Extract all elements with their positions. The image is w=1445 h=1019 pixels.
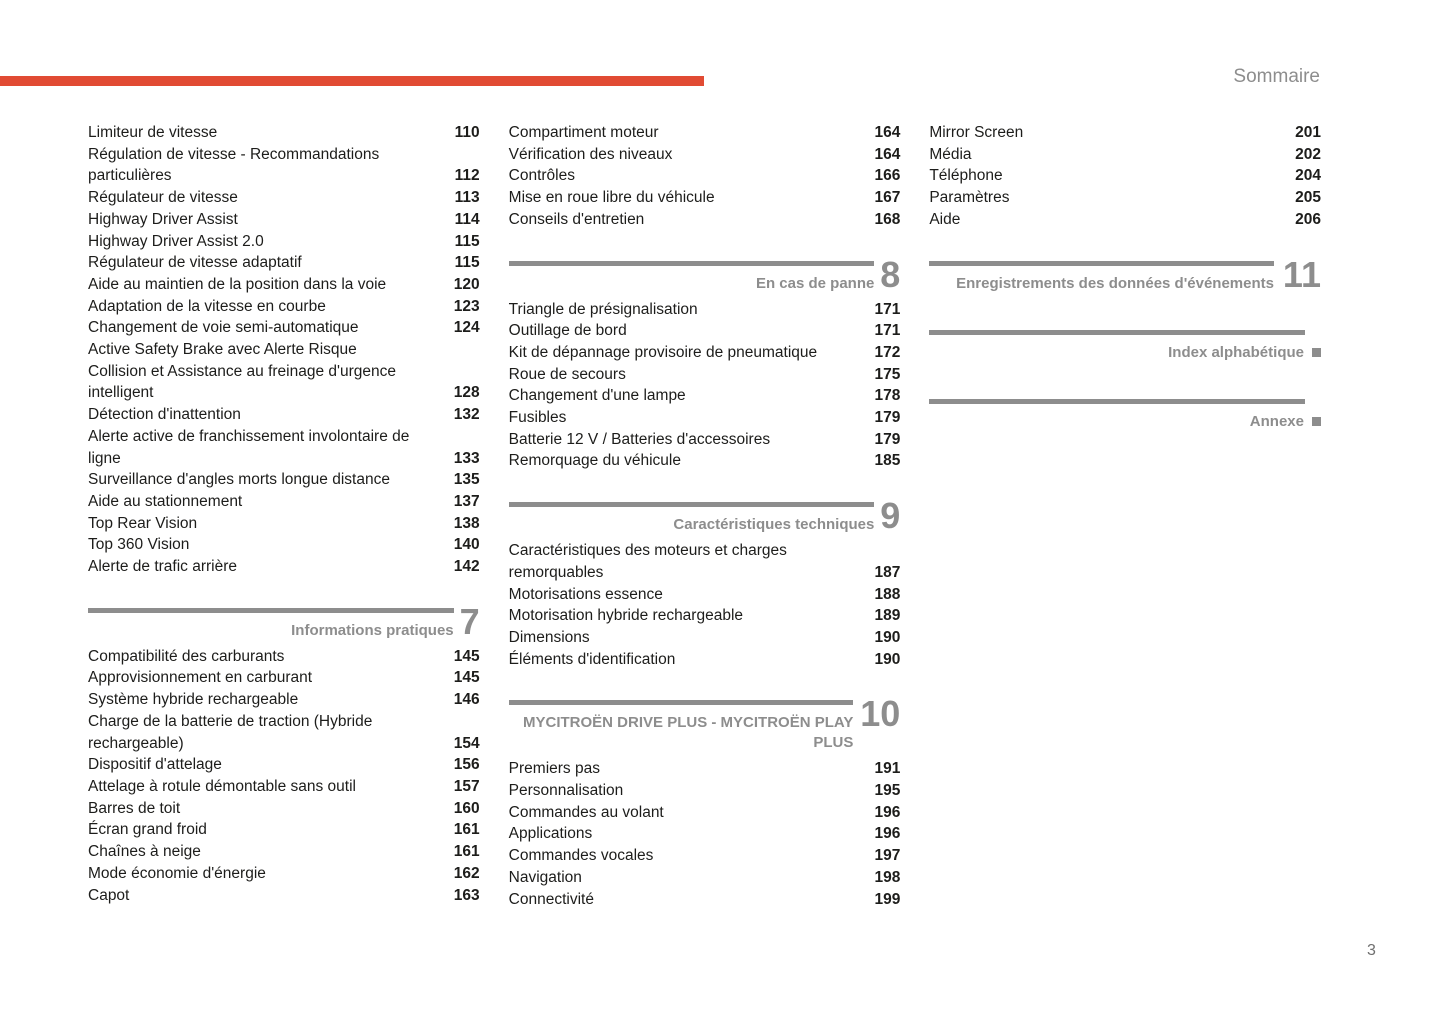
toc-entry-page-number: 179 [874,409,901,427]
toc-entry [509,758,901,780]
toc-entry [509,165,901,187]
toc-entry [509,540,901,583]
toc-entry-page-number: 157 [453,777,480,795]
toc-entry-label: Navigation [508,868,582,886]
toc-entry-label: Personnalisation [508,782,624,800]
toc-entry-page-number: 164 [874,124,901,141]
toc-entry-label: Surveillance d'angles morts longue distance [88,471,390,489]
section-title: En cas de panne [755,274,875,292]
toc-entry-label: Limiteur de vitesse [88,124,218,141]
section-header [88,600,480,642]
toc-entry-page-number: 135 [453,471,480,489]
toc-entry-page-number: 110 [454,124,480,141]
toc-entry [88,885,480,907]
toc-entry-group [88,122,480,578]
toc-entry [509,320,901,342]
toc-entry [88,754,480,776]
toc-entry [509,627,901,649]
toc-entry-page-number: 162 [453,864,480,882]
toc-entry-label: Mode économie d'énergie [88,864,266,882]
toc-entry-page-number: 190 [874,650,901,668]
toc-entry-label: Applications [508,825,593,843]
toc-entry-label: Highway Driver Assist 2.0 [88,232,264,250]
section-header [929,330,1321,363]
toc-entry [509,209,901,231]
toc-entry-page-number: 164 [874,145,901,163]
section-divider-bar [929,330,1305,335]
toc-entry-page-number: 114 [454,210,480,228]
toc-entry-page-number: 161 [453,843,480,861]
toc-entry-label: Premiers pas [508,760,600,778]
toc-entry [509,605,901,627]
toc-entry-page-number: 185 [874,452,901,470]
toc-entry [88,426,480,469]
toc-entry [929,165,1321,187]
toc-entry-label: Régulation de vitesse - Recommandations particulières [88,145,380,185]
toc-entry-page-number: 188 [874,585,901,603]
toc-entry [509,649,901,671]
page-number: 3 [1367,942,1376,959]
toc-entry-page-number: 133 [453,449,480,467]
page-header-title: Sommaire [1233,66,1320,87]
toc-entry [88,556,480,578]
toc-entry-page-number: 198 [874,868,901,886]
toc-entry [88,819,480,841]
toc-entry-page-number: 205 [1295,189,1321,207]
toc-entry-page-number: 137 [453,492,480,510]
toc-entry-label: Caractéristiques des moteurs et charges remorquables [508,542,787,581]
toc-entry-page-number: 202 [1295,145,1321,163]
toc-entry-label: Aide au maintien de la position dans la voie [88,275,387,293]
toc-entry-page-number: 115 [454,254,480,272]
toc-entry-page-number: 160 [453,799,480,817]
toc-entry [88,296,480,318]
toc-entry-page-number: 171 [874,300,901,318]
toc-entry-label: Téléphone [929,167,1003,185]
section-number: 10 [860,693,901,735]
toc-entry-label: Alerte active de franchissement involontaire de ligne [88,427,410,467]
toc-entry-label: Roue de secours [508,365,626,383]
toc-entry-page-number: 199 [874,890,901,908]
toc-entry [88,667,480,689]
toc-entry [88,274,480,296]
section-number: 9 [880,495,901,537]
toc-entry-group [509,299,901,473]
toc-entry-page-number: 196 [874,803,901,821]
accent-bar [0,76,704,86]
section-header [509,495,901,537]
section-title: Caractéristiques techniques [673,516,875,534]
section-title: MYCITROËN DRIVE PLUS - MYCITROËN PLAY PLUS [523,714,854,752]
toc-entry-page-number: 146 [453,691,480,709]
toc-entry-label: Vérification des niveaux [508,145,673,163]
toc-entry-label: Remorquage du véhicule [508,452,681,470]
toc-entry-page-number: 187 [874,563,901,581]
section-header [509,253,901,295]
toc-entry-label: Dispositif d'attelage [88,756,222,774]
toc-entry [509,584,901,606]
toc-entry [509,780,901,802]
toc-entry [509,407,901,429]
toc-entry-group [509,540,901,670]
toc-entry [88,863,480,885]
toc-entry-label: Éléments d'identification [508,650,676,668]
section-title: Enregistrements des données d'événements [956,274,1274,292]
toc-entry-label: Chaînes à neige [88,843,201,861]
toc-entry-label: Top Rear Vision [88,514,198,532]
toc-entry-page-number: 145 [453,669,480,687]
section-divider-bar [88,608,454,613]
toc-entry-label: Régulateur de vitesse [88,189,238,207]
toc-entry [509,364,901,386]
toc-entry-page-number: 128 [453,384,480,402]
toc-entry [509,823,901,845]
toc-entry-label: Highway Driver Assist [88,210,238,228]
toc-column-1 [88,122,480,906]
toc-entry [929,209,1321,231]
section-divider-bar [929,399,1305,404]
toc-entry-group [509,122,901,231]
toc-entry-label: Capot [88,886,130,904]
toc-entry-label: Attelage à rotule démontable sans outil [88,777,356,795]
toc-entry-label: Alerte de trafic arrière [88,558,238,576]
toc-entry [88,404,480,426]
toc-entry-label: Aide [929,210,961,228]
square-bullet-icon [1312,348,1321,357]
toc-entry-label: Régulateur de vitesse adaptatif [88,254,302,272]
toc-entry-page-number: 178 [874,387,901,405]
toc-column-3 [929,122,1321,437]
toc-entry-page-number: 175 [874,365,901,383]
toc-entry-page-number: 138 [453,514,480,532]
toc-entry [88,122,480,144]
toc-entry-page-number: 132 [453,406,480,424]
toc-entry-group [929,122,1321,231]
toc-entry-label: Connectivité [508,890,594,908]
toc-entry-page-number: 196 [874,825,901,843]
section-title: Informations pratiques [291,621,454,639]
toc-entry-page-number: 167 [874,189,901,207]
section-header [509,693,901,753]
toc-entry-label: Écran grand froid [88,821,207,839]
toc-entry-page-number: 123 [453,297,480,315]
toc-entry [88,491,480,513]
toc-content [88,122,1321,910]
square-bullet-icon [1312,417,1321,426]
toc-entry-page-number: 172 [874,343,901,361]
toc-entry [88,776,480,798]
toc-entry [88,534,480,556]
toc-entry-label: Mirror Screen [929,124,1024,141]
toc-entry-group [509,758,901,910]
toc-entry [88,317,480,339]
toc-entry [88,646,480,668]
toc-entry-label: Aide au stationnement [88,492,243,510]
toc-entry-label: Système hybride rechargeable [88,691,299,709]
toc-entry-label: Média [929,145,972,163]
section-number: 11 [1282,253,1321,295]
toc-entry-page-number: 195 [874,782,901,800]
toc-entry-page-number: 161 [453,821,480,839]
section-title: Index alphabétique [929,343,1321,363]
toc-entry [88,711,480,754]
toc-entry-label: Compatibilité des carburants [88,647,285,665]
toc-entry [509,299,901,321]
toc-entry-label: Batterie 12 V / Batteries d'accessoires [508,430,771,448]
toc-entry-page-number: 189 [874,607,901,625]
toc-entry [509,845,901,867]
toc-column-2 [509,122,901,910]
section-title: Annexe [929,412,1321,432]
toc-entry-page-number: 115 [454,232,480,250]
section-number: 8 [880,253,901,295]
toc-entry-label: Motorisations essence [508,585,663,603]
toc-entry-page-number: 163 [453,886,480,904]
toc-entry [88,209,480,231]
toc-entry-page-number: 197 [874,847,901,865]
toc-entry [509,144,901,166]
toc-entry-label: Détection d'inattention [88,406,241,424]
toc-entry-label: Commandes au volant [508,803,664,821]
toc-entry [88,469,480,491]
toc-entry-page-number: 124 [453,319,480,337]
toc-entry-label: Outillage de bord [508,322,627,340]
toc-entry-page-number: 145 [453,647,480,665]
toc-entry-label: Changement d'une lampe [508,387,686,405]
toc-entry-label: Fusibles [508,409,567,427]
toc-entry-page-number: 201 [1295,124,1321,141]
section-divider-bar [509,261,875,266]
toc-entry-page-number: 206 [1295,210,1321,228]
toc-entry [509,889,901,911]
toc-entry [88,841,480,863]
section-divider-bar [509,502,875,507]
toc-entry [509,867,901,889]
section-number: 7 [459,600,480,642]
toc-entry-label: Conseils d'entretien [508,210,645,228]
toc-entry-label: Changement de voie semi-automatique [88,319,359,337]
section-divider-bar [929,261,1274,266]
toc-entry-page-number: 166 [874,167,901,185]
toc-entry-page-number: 113 [454,189,480,207]
section-header [929,399,1321,432]
toc-entry [509,385,901,407]
toc-entry-label: Adaptation de la vitesse en courbe [88,297,326,315]
toc-entry [509,802,901,824]
toc-entry-page-number: 156 [453,756,480,774]
toc-entry [88,187,480,209]
toc-entry-group [88,646,480,906]
toc-entry [509,450,901,472]
toc-entry-label: Commandes vocales [508,847,654,865]
toc-entry-label: Charge de la batterie de traction (Hybride rechargeable) [88,712,373,752]
toc-entry-page-number: 112 [454,167,480,185]
toc-entry-page-number: 142 [453,558,480,576]
toc-entry-label: Motorisation hybride rechargeable [508,607,744,625]
toc-entry-label: Approvisionnement en carburant [88,669,313,687]
toc-entry-label: Top 360 Vision [88,536,190,554]
section-divider-bar [509,700,854,705]
toc-entry [509,429,901,451]
toc-entry-label: Mise en roue libre du véhicule [508,189,715,207]
toc-entry [88,513,480,535]
toc-entry-label: Triangle de présignalisation [508,300,698,318]
toc-entry-label: Paramètres [929,189,1010,207]
toc-entry-label: Barres de toit [88,799,181,817]
section-header [929,253,1321,295]
toc-entry [88,144,480,187]
toc-entry-label: Active Safety Brake avec Alerte Risque Collision et Assistance au freinage d'urgence intelligent [88,341,396,402]
toc-entry-page-number: 171 [874,322,901,340]
toc-entry [88,231,480,253]
toc-entry-page-number: 140 [453,536,480,554]
toc-entry-label: Contrôles [508,167,575,185]
toc-entry-label: Kit de dépannage provisoire de pneumatique [508,343,818,361]
toc-entry-label: Compartiment moteur [508,124,659,141]
toc-entry-page-number: 204 [1295,167,1321,185]
toc-entry-label: Dimensions [508,628,590,646]
toc-entry [929,144,1321,166]
toc-entry-page-number: 191 [874,760,901,778]
toc-entry [88,798,480,820]
toc-entry [88,252,480,274]
toc-entry [509,122,901,144]
toc-entry-page-number: 154 [453,734,480,752]
toc-entry-page-number: 190 [874,628,901,646]
toc-entry [88,339,480,404]
toc-entry [509,342,901,364]
toc-entry [929,122,1321,144]
toc-entry-page-number: 179 [874,430,901,448]
toc-entry [929,187,1321,209]
toc-entry-page-number: 168 [874,210,901,228]
toc-entry [88,689,480,711]
toc-entry [509,187,901,209]
toc-entry-page-number: 120 [453,275,480,293]
